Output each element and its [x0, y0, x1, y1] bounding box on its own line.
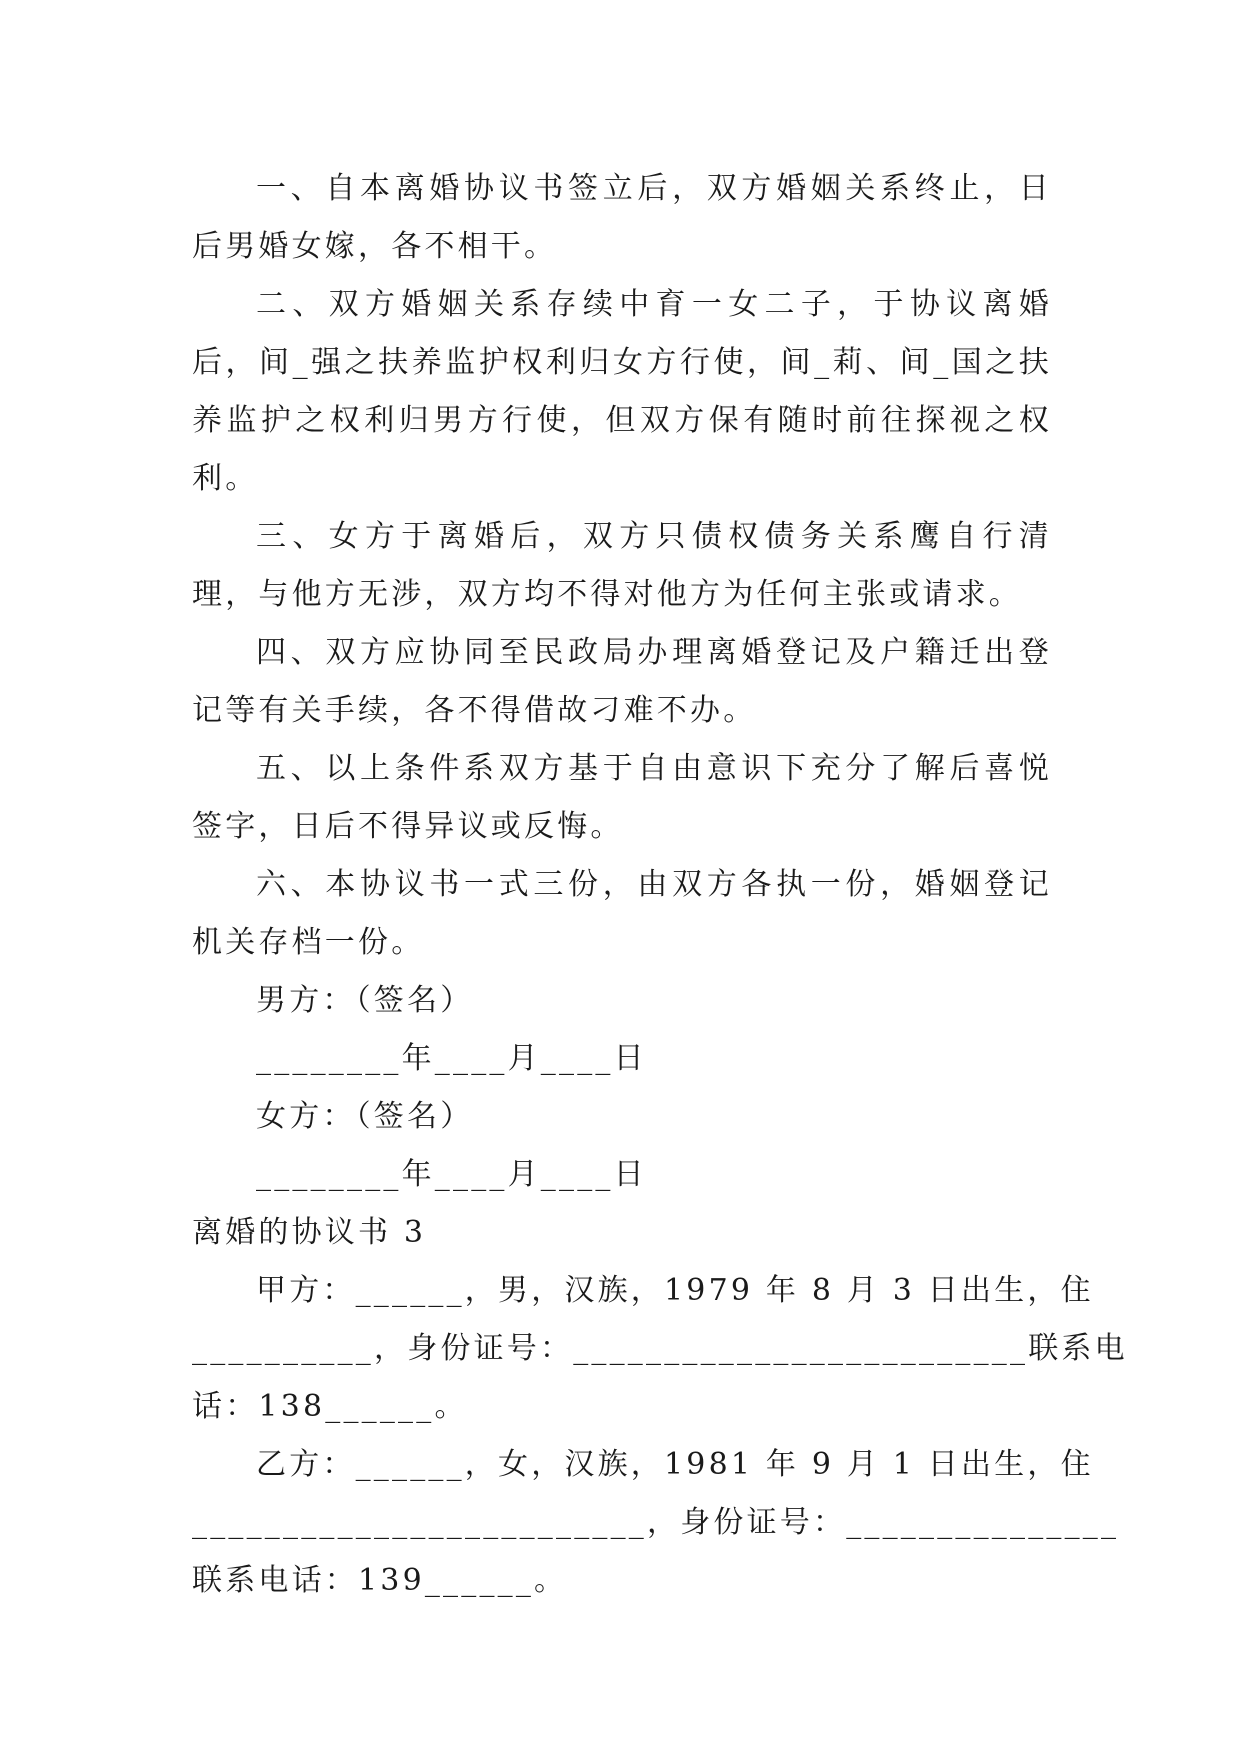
male-signature-date: ________年____月____日 — [256, 1041, 647, 1076]
party-b-line-2: _________________________，身份证号：_______________ — [192, 1505, 1120, 1540]
male-signature-label: 男方：（签名） — [256, 983, 474, 1018]
document-body — [192, 160, 1128, 1610]
party-a-line-3: 话：138______。 — [192, 1389, 468, 1424]
party-a-line-1: 甲方：______，男，汉族，1979 年 8 月 3 日出生，住 — [256, 1273, 1094, 1308]
clause-1: 一、自本离婚协议书签立后，双方婚姻关系终止，日后男婚女嫁，各不相干。 — [192, 171, 1052, 264]
clause-5: 五、以上条件系双方基于自由意识下充分了解后喜悦签字，日后不得异议或反悔。 — [192, 751, 1052, 844]
section-heading: 离婚的协议书 3 — [192, 1215, 427, 1250]
clause-2: 二、双方婚姻关系存续中育一女二子，于协议离婚后，间_强之扶养监护权利归女方行使，间_莉、间_国之扶养监护之权利归男方行使，但双方保有随时前往探视之权利。 — [192, 287, 1052, 496]
female-signature-label: 女方：（签名） — [256, 1099, 474, 1134]
clause-4: 四、双方应协同至民政局办理离婚登记及户籍迁出登记等有关手续，各不得借故刁难不办。 — [192, 635, 1052, 728]
party-b-line-3: 联系电话：139______。 — [192, 1563, 568, 1598]
clause-3: 三、女方于离婚后，双方只债权债务关系鹰自行清理，与他方无涉，双方均不得对他方为任何主张或请求。 — [192, 519, 1052, 612]
party-a-line-2: __________，身份证号：_________________________联系电 — [192, 1331, 1128, 1366]
female-signature-date: ________年____月____日 — [256, 1157, 647, 1192]
clause-6: 六、本协议书一式三份，由双方各执一份，婚姻登记机关存档一份。 — [192, 867, 1052, 960]
party-b-line-1: 乙方：______，女，汉族，1981 年 9 月 1 日出生，住 — [256, 1447, 1094, 1482]
